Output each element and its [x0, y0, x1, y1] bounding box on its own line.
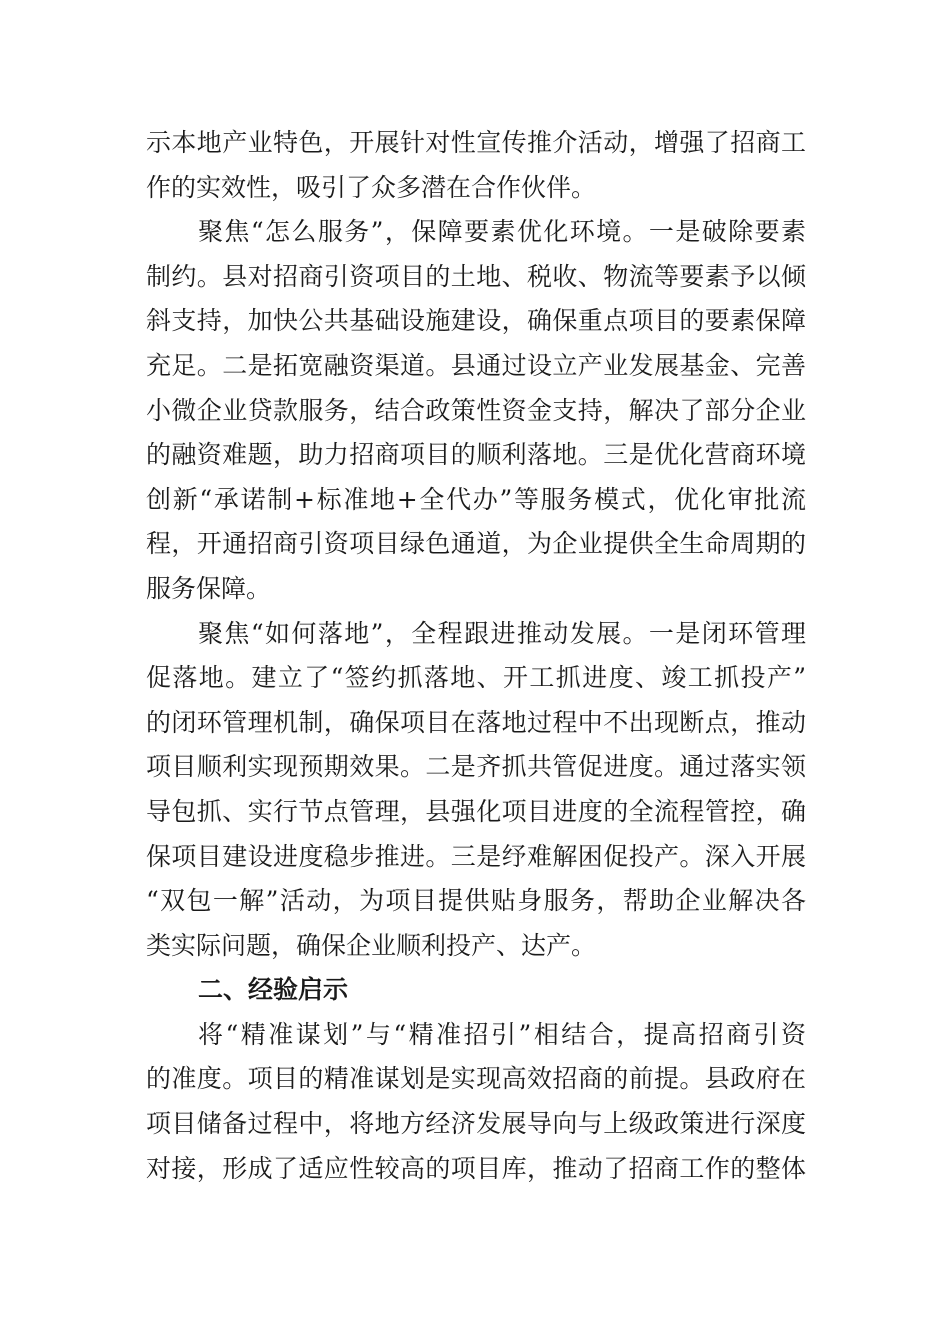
- text-line: “双包一解”活动，为项目提供贴身服务，帮助企业解决各: [146, 886, 806, 916]
- text-line: 小微企业贷款服务，结合政策性资金支持，解决了部分企业: [146, 395, 806, 425]
- document-body: [146, 121, 806, 1191]
- section-heading: 二、经验启示: [198, 975, 349, 1005]
- text-line: 制约。县对招商引资项目的土地、税收、物流等要素予以倾: [146, 261, 806, 291]
- text-line: 保项目建设进度稳步推进。三是纾难解困促投产。深入开展: [146, 841, 806, 871]
- text-line: 类实际问题，确保企业顺利投产、达产。: [146, 930, 597, 960]
- text-line: 聚焦“如何落地”，全程跟进推动发展。一是闭环管理: [198, 618, 806, 648]
- text-line: 的融资难题，助力招商项目的顺利落地。三是优化营商环境: [146, 440, 806, 470]
- text-line: 充足。二是拓宽融资渠道。县通过设立产业发展基金、完善: [146, 350, 806, 380]
- text-line: 创新“承诺制+标准地+全代办”等服务模式，优化审批流: [146, 484, 806, 514]
- text-line: 示本地产业特色，开展针对性宣传推介活动，增强了招商工: [146, 128, 806, 157]
- text-line: 对接，形成了适应性较高的项目库，推动了招商工作的整体: [146, 1153, 806, 1183]
- text-line: 导包抓、实行节点管理，县强化项目进度的全流程管控，确: [146, 796, 806, 826]
- text-line: 的准度。项目的精准谋划是实现高效招商的前提。县政府在: [146, 1064, 806, 1094]
- text-line: 程，开通招商引资项目绿色通道，为企业提供全生命周期的: [146, 529, 806, 559]
- text-line: 项目顺利实现预期效果。二是齐抓共管促进度。通过落实领: [146, 752, 806, 782]
- text-line: 作的实效性，吸引了众多潜在合作伙伴。: [146, 172, 597, 202]
- text-line: 服务保障。: [146, 573, 272, 603]
- text-line: 的闭环管理机制，确保项目在落地过程中不出现断点，推动: [146, 707, 806, 737]
- text-line: 聚焦“怎么服务”，保障要素优化环境。一是破除要素: [198, 217, 806, 247]
- text-line: 将“精准谋划”与“精准招引”相结合，提高招商引资: [198, 1019, 806, 1049]
- text-line: 斜支持，加快公共基础设施建设，确保重点项目的要素保障: [146, 306, 806, 336]
- text-line: 促落地。建立了“签约抓落地、开工抓进度、竣工抓投产”: [146, 663, 806, 693]
- text-line: 项目储备过程中，将地方经济发展导向与上级政策进行深度: [146, 1109, 806, 1139]
